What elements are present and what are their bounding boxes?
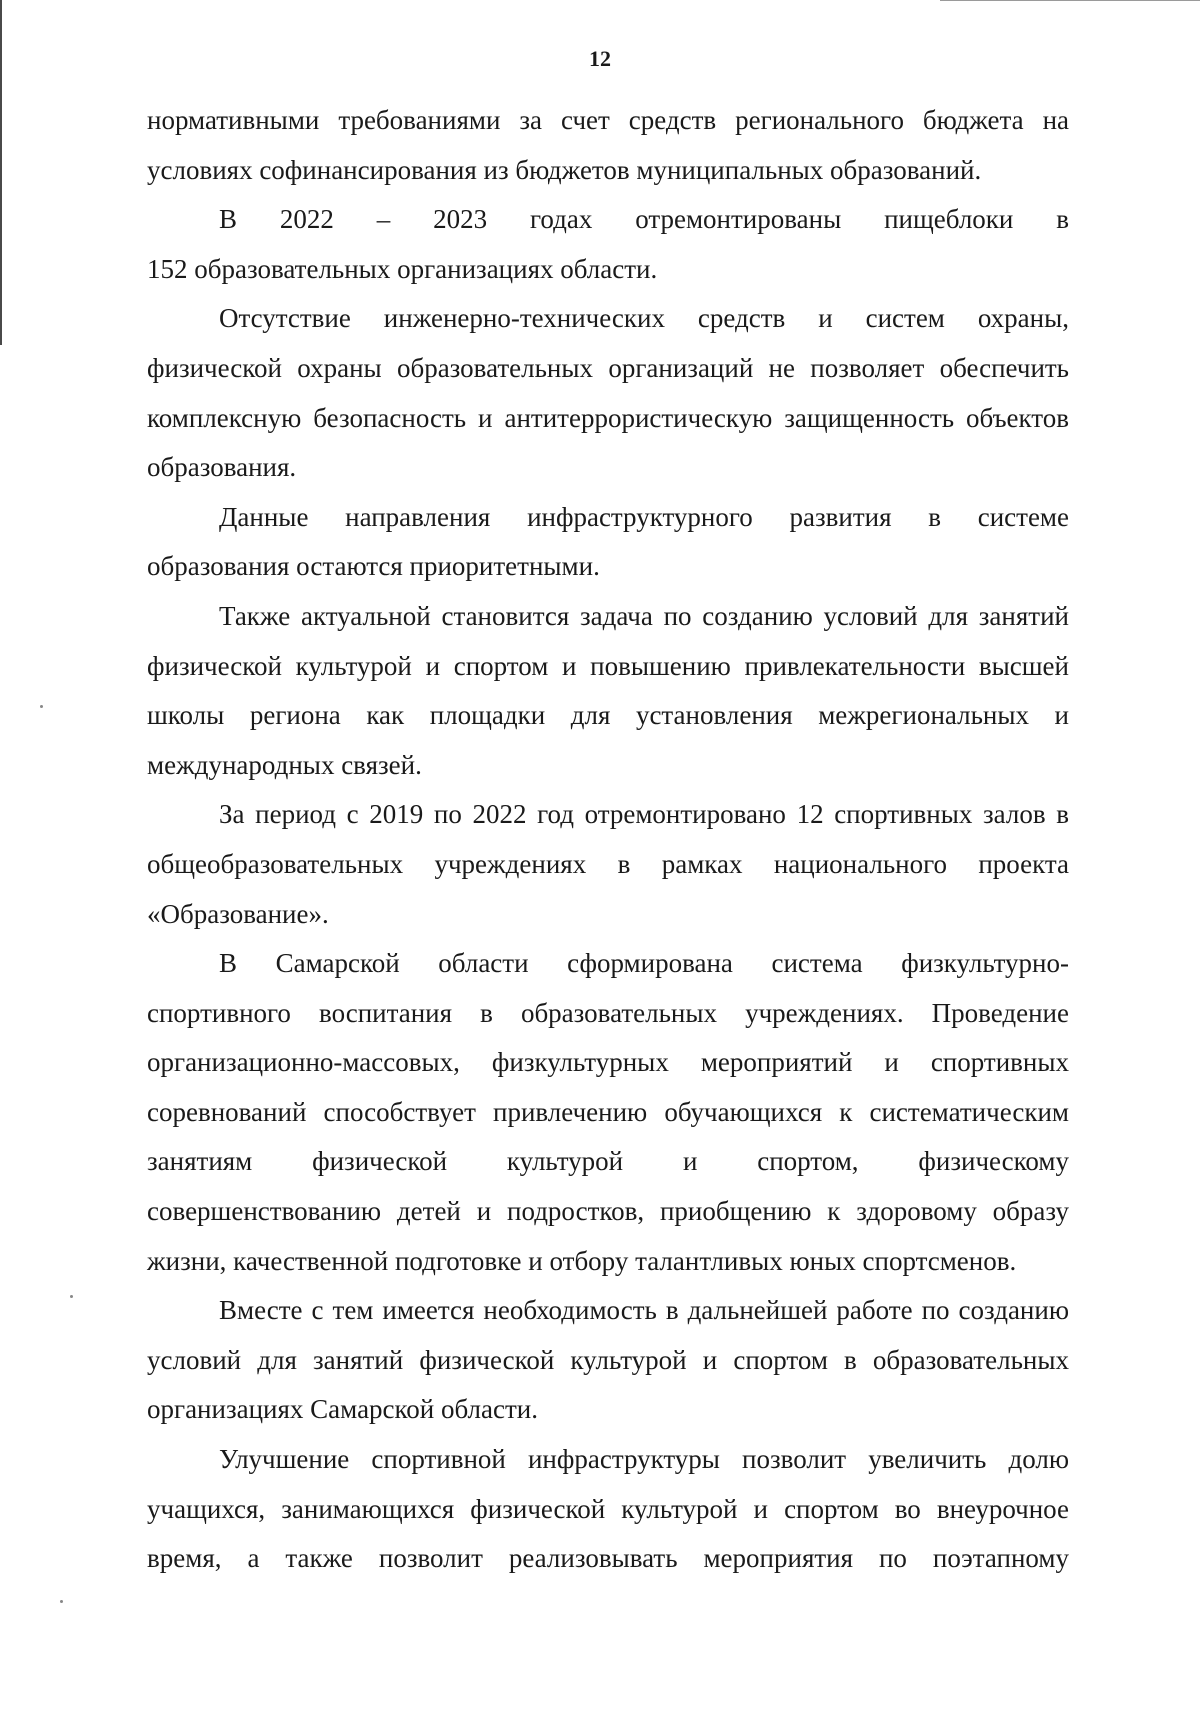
text-line: соревнований способствует привлечению обучающихся к систематическим (147, 1096, 1069, 1127)
paragraph (147, 294, 1069, 492)
paragraph (147, 790, 1069, 939)
text-line: комплексную безопасность и антитеррористическую защищенность объектов (147, 402, 1069, 433)
text-line: совершенствованию детей и подростков, приобщению к здоровому образу (147, 1196, 1069, 1227)
document-body (147, 96, 1069, 1584)
paragraph (147, 195, 1069, 294)
text-line: учащихся, занимающихся физической культурой и спортом во внеурочное (147, 1493, 1069, 1524)
text-line: время, а также позволит реализовывать мероприятия по поэтапному (147, 1543, 1069, 1574)
text-line: «Образование». (147, 898, 329, 929)
scan-speck (70, 1295, 73, 1298)
text-line: жизни, качественной подготовке и отбору талантливых юных спортсменов. (147, 1245, 1017, 1276)
text-line: Также актуальной становится задача по созданию условий для занятий (219, 600, 1069, 631)
paragraph (147, 1435, 1069, 1584)
text-line: Отсутствие инженерно-технических средств и систем охраны, (219, 303, 1069, 334)
text-line: 152 образовательных организациях области. (147, 253, 658, 284)
paragraph (147, 939, 1069, 1286)
text-line: международных связей. (147, 749, 422, 780)
text-line: организациях Самарской области. (147, 1394, 538, 1425)
scan-speck (40, 705, 43, 708)
paragraph (147, 96, 1069, 195)
text-line: Улучшение спортивной инфраструктуры позволит увеличить долю (219, 1444, 1069, 1475)
text-line: В Самарской области сформирована система физкультурно- (219, 948, 1069, 979)
paragraph (147, 493, 1069, 592)
text-line: организационно-массовых, физкультурных мероприятий и спортивных (147, 1047, 1069, 1078)
text-line: нормативными требованиями за счет средств регионального бюджета на (147, 105, 1069, 135)
paragraph (147, 592, 1069, 790)
text-line: физической охраны образовательных организаций не позволяет обеспечить (147, 352, 1069, 383)
text-line: За период с 2019 по 2022 год отремонтировано 12 спортивных залов в (219, 799, 1069, 830)
scan-top-edge (940, 0, 1200, 1)
text-line: условиях софинансирования из бюджетов муниципальных образований. (147, 154, 982, 185)
page-number: 12 (589, 46, 611, 71)
text-line: Данные направления инфраструктурного развития в системе (219, 501, 1069, 532)
text-line: условий для занятий физической культурой и спортом в образовательных (147, 1344, 1069, 1375)
text-line: образования остаются приоритетными. (147, 551, 600, 582)
text-line: общеобразовательных учреждениях в рамках национального проекта (147, 848, 1069, 879)
text-line: школы региона как площадки для установления межрегиональных и (147, 700, 1069, 731)
text-line: В 2022 – 2023 годах отремонтированы пищеблоки в (219, 204, 1069, 235)
text-line: занятиям физической культурой и спортом, физическому (147, 1146, 1069, 1177)
text-line: физической культурой и спортом и повышению привлекательности высшей (147, 650, 1069, 681)
paragraph (147, 1286, 1069, 1435)
text-line: Вместе с тем имеется необходимость в дальнейшей работе по созданию (219, 1295, 1069, 1326)
scan-speck (60, 1600, 63, 1603)
text-line: спортивного воспитания в образовательных учреждениях. Проведение (147, 997, 1069, 1028)
text-line: образования. (147, 452, 297, 483)
